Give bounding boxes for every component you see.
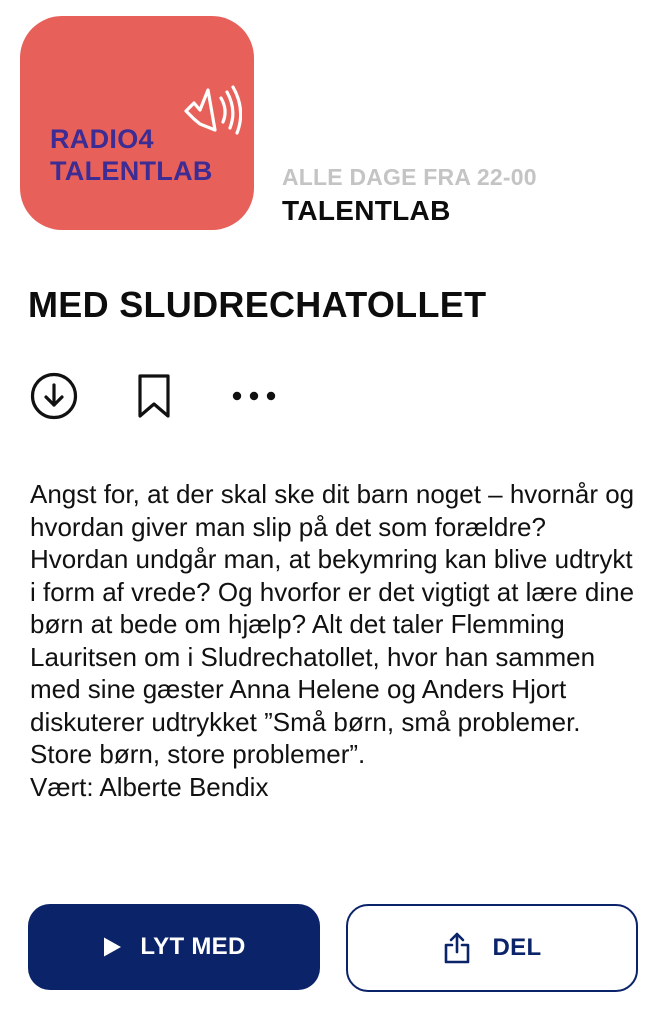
listen-button-label: LYT MED (140, 933, 246, 960)
show-artwork (20, 16, 254, 230)
bookmark-button[interactable] (128, 372, 180, 424)
download-button[interactable] (28, 372, 80, 424)
share-button[interactable] (346, 904, 638, 992)
more-horizontal-icon (231, 389, 277, 407)
episode-title: MED SLUDRECHATOLLET (28, 284, 487, 325)
listen-button[interactable] (28, 904, 320, 990)
more-options-button[interactable] (228, 372, 280, 424)
share-button-label: DEL (492, 934, 542, 961)
artwork-title-line1: RADIO4 (50, 124, 154, 154)
speaker-icon (180, 84, 242, 138)
play-icon (102, 936, 122, 958)
show-schedule: ALLE DAGE FRA 22-00 (282, 164, 537, 190)
description-text: Angst for, at der skal ske dit barn noget – hvornår og hvordan giver man slip på det som forældre? Hvordan undgår man, at bekymring kan blive udtrykt i form af vrede? Og hvorfor er det vigtigt at lære dine børn at bede om hjælp? Alt det taler Flemming Lauritsen om i Sludrechatollet, hvor han sammen med sine gæster Anna Helene og Anders Hjort diskuterer udtrykket ”Små børn, små problemer. Store børn, store problemer”. (30, 479, 635, 769)
show-meta (282, 162, 537, 228)
bookmark-icon (133, 373, 175, 424)
artwork-title-line2: TALENTLAB (50, 156, 213, 186)
episode-description (30, 478, 642, 803)
download-circle-icon (29, 371, 79, 426)
host-credit: Vært: Alberte Bendix (30, 771, 269, 802)
show-name-link[interactable]: TALENTLAB (282, 195, 451, 226)
share-icon (443, 931, 471, 965)
